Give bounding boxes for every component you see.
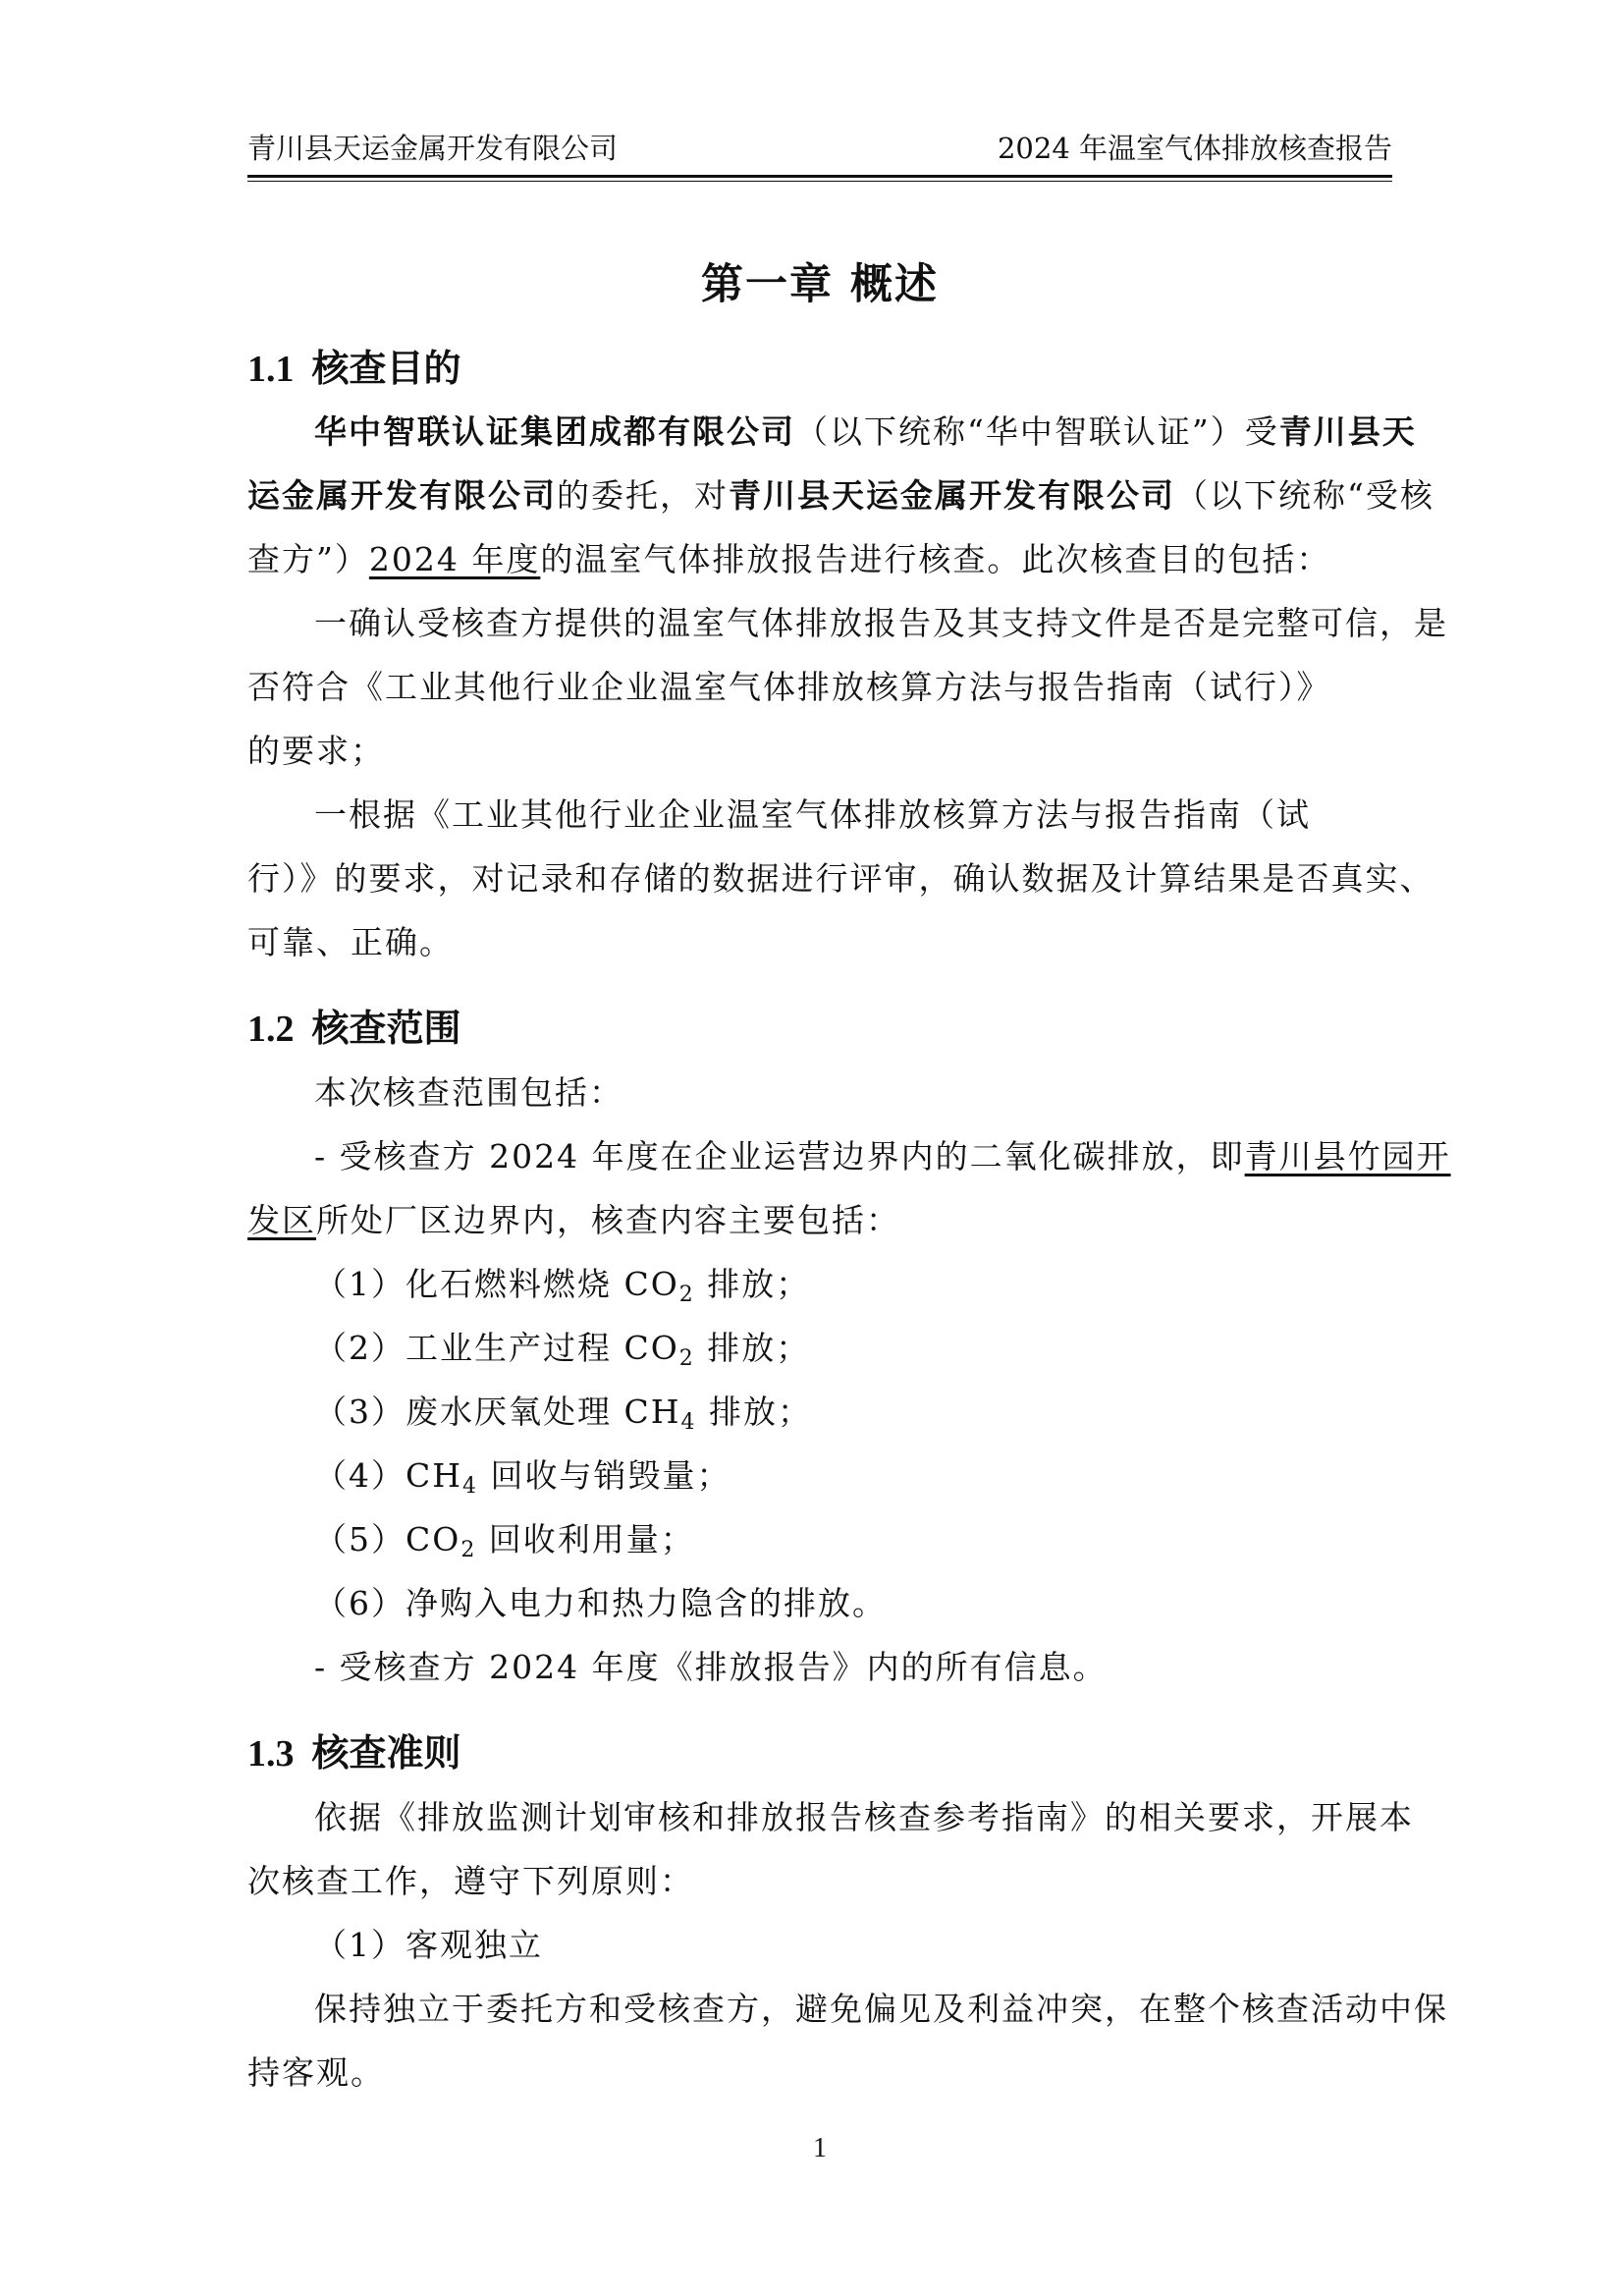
text-span: 回收利用量；: [476, 1520, 695, 1558]
text-span: 的温室气体排放报告进行核查。此次核查目的包括：: [540, 540, 1331, 578]
paragraph-line: 的要求；: [247, 732, 385, 770]
text-span: （以下统称“受核: [1175, 476, 1434, 515]
text-span: （6）净购入电力和热力隐含的排放。: [314, 1584, 887, 1622]
paragraph-line: [247, 400, 1417, 464]
chapter-title: 第一章 概述: [701, 260, 939, 309]
text-span: 所处厂区边界内，核查内容主要包括：: [316, 1201, 900, 1239]
paragraph-line: 可靠、正确。: [247, 923, 454, 961]
paragraph-line: [247, 1188, 1392, 1252]
section-number: 1.1: [247, 349, 295, 390]
text-span: 排放；: [696, 1393, 813, 1431]
section-title: 核查准则: [311, 1730, 461, 1775]
client-org-name: 青川县天运金属开发有限公司: [729, 476, 1175, 515]
section-number: 1.2: [247, 1009, 295, 1050]
section-title: 核查范围: [311, 1006, 461, 1050]
subscript: 2: [678, 1283, 695, 1307]
paragraph-line: [247, 464, 1434, 527]
text-span: （2）工业生产过程 CO: [314, 1329, 679, 1367]
subscript: 4: [680, 1410, 697, 1435]
paragraph-line: 保持独立于委托方和受核查方，避免偏见及利益冲突，在整个核查活动中保: [314, 1990, 1448, 2028]
subscript: 2: [460, 1538, 477, 1562]
text-span: 的委托，对: [557, 476, 729, 515]
paragraph-line: 持客观。: [247, 2053, 385, 2092]
paragraph-line: 行）》的要求，对记录和存储的数据进行评审，确认数据及计算结果是否真实、: [247, 859, 1434, 898]
paragraph-line: [247, 1124, 1451, 1188]
text-span: （以下统称“华中智联认证”）受: [795, 412, 1279, 451]
text-span: 查方”）: [247, 540, 369, 578]
verifier-org-name: 华中智联认证集团成都有限公司: [314, 412, 795, 451]
text-span: （3）废水厌氧处理 CH: [314, 1393, 681, 1431]
section-number: 1.3: [247, 1733, 295, 1775]
section-heading-1-3: [247, 1723, 461, 1783]
subscript: 2: [678, 1346, 695, 1371]
location-name: 发区: [247, 1201, 316, 1239]
text-span: - 受核查方 2024 年度在企业运营边界内的二氧化碳排放，即: [314, 1137, 1245, 1175]
subscript: 4: [462, 1474, 479, 1499]
header-report-title: 2024 年温室气体排放核查报告: [997, 132, 1392, 165]
text-span: （1）化石燃料燃烧 CO: [314, 1265, 679, 1303]
paragraph-line: - 受核查方 2024 年度《排放报告》内的所有信息。: [314, 1648, 1108, 1686]
text-span: 排放；: [694, 1265, 811, 1303]
text-span: 回收与销毁量；: [478, 1456, 731, 1495]
paragraph-line: 本次核查范围包括：: [314, 1073, 623, 1112]
location-name: 青川县竹园开: [1244, 1137, 1451, 1175]
text-span: 排放；: [694, 1329, 811, 1367]
page-header: [247, 124, 1392, 173]
paragraph-line: 否符合《工业其他行业企业温室气体排放核算方法与报告指南（试行）》: [247, 668, 1331, 706]
section-heading-1-2: [247, 999, 461, 1059]
scope-item: [247, 1571, 1392, 1635]
paragraph-line: 一根据《工业其他行业企业温室气体排放核算方法与报告指南（试: [314, 795, 1311, 834]
header-rule: [247, 175, 1392, 178]
paragraph-line: 一确认受核查方提供的温室气体排放报告及其支持文件是否是完整可信，是: [314, 604, 1448, 642]
principle-heading: （1）客观独立: [314, 1926, 543, 1964]
section-heading-1-1: [247, 339, 461, 399]
header-company: 青川县天运金属开发有限公司: [247, 132, 619, 165]
client-org-name: 运金属开发有限公司: [247, 476, 557, 515]
client-org-name: 青川县天: [1278, 412, 1417, 451]
page-number: 1: [813, 2133, 827, 2163]
paragraph-line: 次核查工作，遵守下列原则：: [247, 1862, 694, 1900]
paragraph-line: [247, 527, 1392, 591]
header-rule-thin: [247, 181, 1392, 182]
paragraph-line: 依据《排放监测计划审核和排放报告核查参考指南》的相关要求，开展本: [314, 1798, 1414, 1836]
report-year: 2024 年度: [368, 540, 541, 578]
text-span: （5）CO: [314, 1520, 461, 1558]
text-span: （4）CH: [314, 1456, 463, 1495]
section-title: 核查目的: [311, 346, 461, 390]
